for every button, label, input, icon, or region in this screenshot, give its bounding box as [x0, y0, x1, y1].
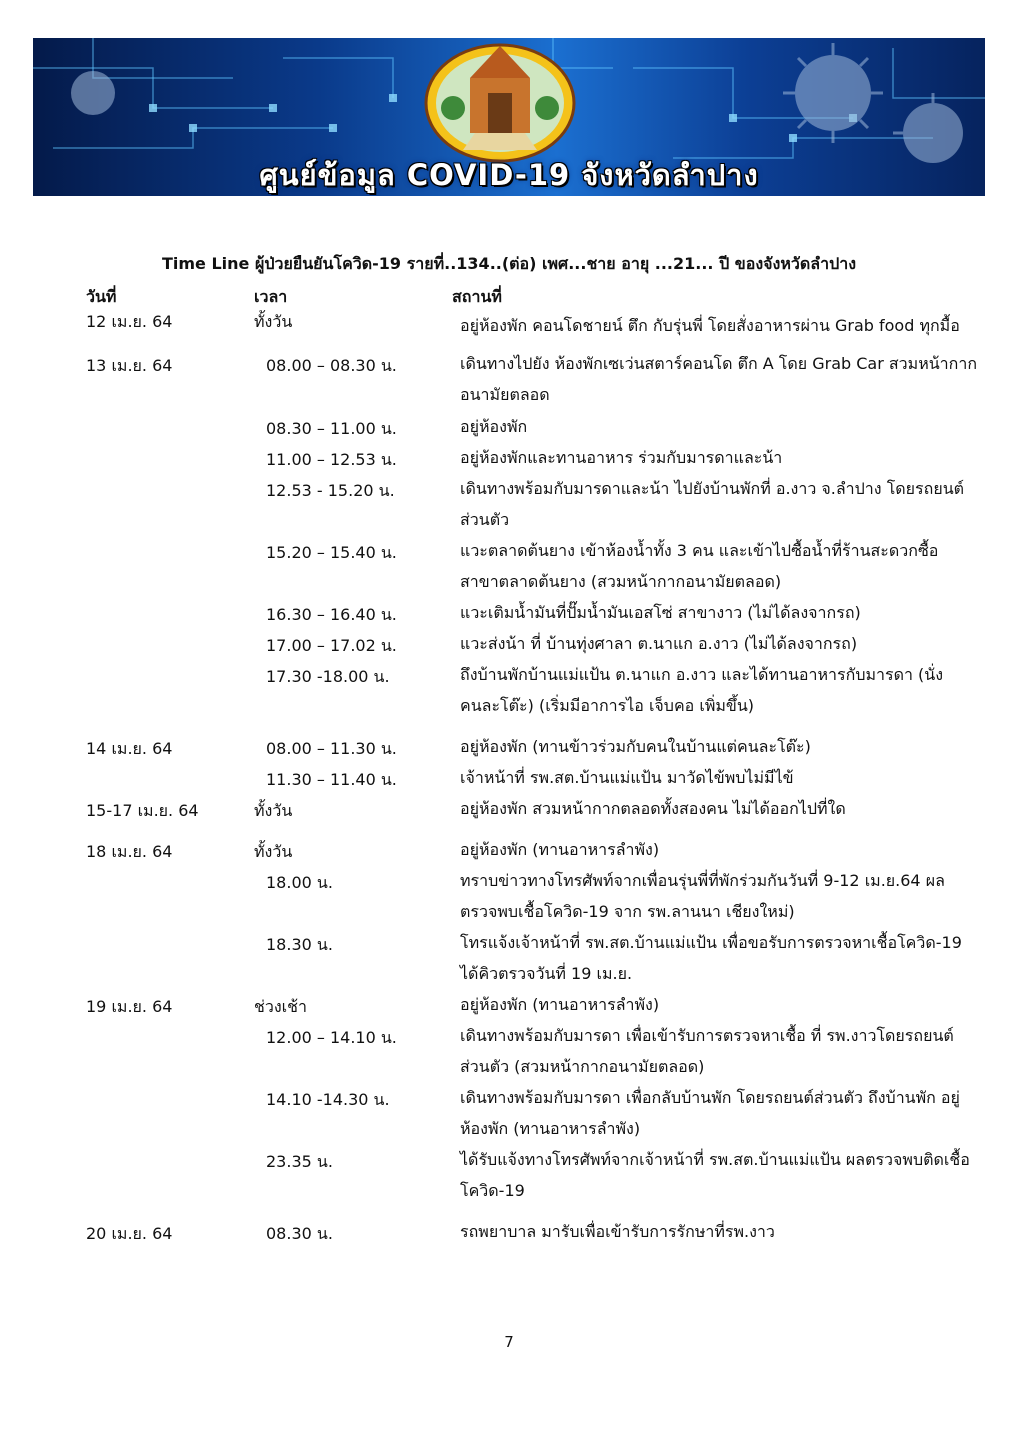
row-place: แวะเติมน้ำมันที่ปั๊มน้ำมันเอสโซ่ สาขางาว (ไม่ได้ลงจากรถ) — [460, 603, 861, 622]
row-place: เดินทางพร้อมกับมารดาและน้า ไปยังบ้านพักที่ อ.งาว จ.ลำปาง โดยรถยนต์ส่วนตัว — [460, 479, 965, 529]
row-time: ทั้งวัน — [254, 312, 293, 331]
banner-title: ศูนย์ข้อมูล COVID-19 จังหวัดลำปาง — [259, 158, 759, 192]
row-date: 15-17 เม.ย. 64 — [86, 801, 199, 820]
row-time: ทั้งวัน — [254, 801, 293, 820]
row-place: ได้รับแจ้งทางโทรศัพท์จากเจ้าหน้าที่ รพ.สต.บ้านแม่แป้น ผลตรวจพบติดเชื้อโควิด-19 — [460, 1150, 970, 1200]
row-place: เดินทางพร้อมกับมารดา เพื่อกลับบ้านพัก โดยรถยนต์ส่วนตัว ถึงบ้านพัก อยู่ห้องพัก (ทานอาหารลำพัง) — [460, 1088, 960, 1138]
row-time: 11.00 – 12.53 น. — [266, 450, 397, 469]
row-place: ถึงบ้านพักบ้านแม่แป้น ต.นาแก อ.งาว และได้ทานอาหารกับมารดา (นั่งคนละโต๊ะ) (เริ่มมีอาการไอ เจ็บคอ เพิ่มขึ้น) — [460, 665, 944, 715]
row-place: แวะตลาดต้นยาง เข้าห้องน้ำทั้ง 3 คน และเข้าไปซื้อน้ำที่ร้านสะดวกซื้อ สาขาตลาดต้นยาง (สวมหน้ากากอนามัยตลอด) — [460, 541, 939, 591]
row-place: ทราบข่าวทางโทรศัพท์จากเพื่อนรุ่นพี่ที่พักร่วมกันวันที่ 9-12 เม.ย.64 ผลตรวจพบเชื้อโควิด-19 จาก รพ.ลานนา เชียงใหม่) — [460, 871, 945, 921]
page-number: 7 — [504, 1333, 514, 1351]
document-title: Time Line ผู้ป่วยยืนยันโควิด-19 รายที่..134..(ต่อ) เพศ...ชาย อายุ ...21... ปี ของจังหวัดลำปาง — [161, 254, 857, 273]
row-place: อยู่ห้องพัก (ทานอาหารลำพัง) — [460, 840, 660, 859]
header-place: สถานที่ — [452, 287, 502, 306]
row-date: 12 เม.ย. 64 — [86, 312, 173, 331]
row-place: เดินทางพร้อมกับมารดา เพื่อเข้ารับการตรวจหาเชื้อ ที่ รพ.งาวโดยรถยนต์ส่วนตัว (สวมหน้ากากอนามัยตลอด) — [460, 1026, 954, 1076]
row-time: ช่วงเช้า — [254, 997, 307, 1016]
row-time: 11.30 – 11.40 น. — [266, 770, 397, 789]
row-place: อยู่ห้องพัก — [460, 417, 528, 436]
row-date: 20 เม.ย. 64 — [86, 1224, 173, 1243]
row-time: 17.30 -18.00 น. — [266, 667, 390, 686]
header-time: เวลา — [254, 287, 288, 306]
header-date: วันที่ — [86, 287, 117, 306]
row-time: 08.00 – 08.30 น. — [266, 356, 397, 375]
row-time: 16.30 – 16.40 น. — [266, 605, 397, 624]
header-banner — [33, 38, 985, 196]
row-place: เจ้าหน้าที่ รพ.สต.บ้านแม่แป้น มาวัดไข้พบไม่มีไข้ — [460, 768, 794, 787]
row-time: 08.00 – 11.30 น. — [266, 739, 397, 758]
row-place: โทรแจ้งเจ้าหน้าที่ รพ.สต.บ้านแม่แป้น เพื่อขอรับการตรวจหาเชื้อโควิด-19 ได้คิวตรวจวันที่ 19 เม.ย. — [460, 933, 962, 983]
row-date: 14 เม.ย. 64 — [86, 739, 173, 758]
row-place: อยู่ห้องพักและทานอาหาร ร่วมกับมารดาและน้า — [460, 448, 783, 467]
row-place: อยู่ห้องพัก (ทานอาหารลำพัง) — [460, 995, 660, 1014]
row-time: 12.53 - 15.20 น. — [266, 481, 395, 500]
row-place: แวะส่งน้า ที่ บ้านทุ่งศาลา ต.นาแก อ.งาว (ไม่ได้ลงจากรถ) — [460, 634, 858, 653]
row-place: อยู่ห้องพัก คอนโดชายน์ ตึก กับรุ่นพี่ โดยสั่งอาหารผ่าน Grab food ทุกมื้อ — [460, 316, 960, 335]
row-time: 08.30 น. — [266, 1224, 333, 1243]
row-time: 08.30 – 11.00 น. — [266, 419, 397, 438]
row-place: อยู่ห้องพัก (ทานข้าวร่วมกับคนในบ้านแต่คนละโต๊ะ) — [460, 737, 811, 756]
row-place: เดินทางไปยัง ห้องพักเซเว่นสตาร์คอนโด ตึก A โดย Grab Car สวมหน้ากากอนามัยตลอด — [460, 354, 978, 404]
row-time: 14.10 -14.30 น. — [266, 1090, 390, 1109]
row-time: 23.35 น. — [266, 1152, 333, 1171]
row-date: 18 เม.ย. 64 — [86, 842, 173, 861]
row-time: 15.20 – 15.40 น. — [266, 543, 397, 562]
row-time: ทั้งวัน — [254, 842, 293, 861]
row-place: อยู่ห้องพัก สวมหน้ากากตลอดทั้งสองคน ไม่ได้ออกไปที่ใด — [460, 799, 846, 818]
row-date: 13 เม.ย. 64 — [86, 356, 173, 375]
row-time: 18.00 น. — [266, 873, 333, 892]
row-time: 12.00 – 14.10 น. — [266, 1028, 397, 1047]
row-place: รถพยาบาล มารับเพื่อเข้ารับการรักษาที่รพ.งาว — [460, 1222, 775, 1241]
row-time: 17.00 – 17.02 น. — [266, 636, 397, 655]
row-date: 19 เม.ย. 64 — [86, 997, 173, 1016]
row-time: 18.30 น. — [266, 935, 333, 954]
